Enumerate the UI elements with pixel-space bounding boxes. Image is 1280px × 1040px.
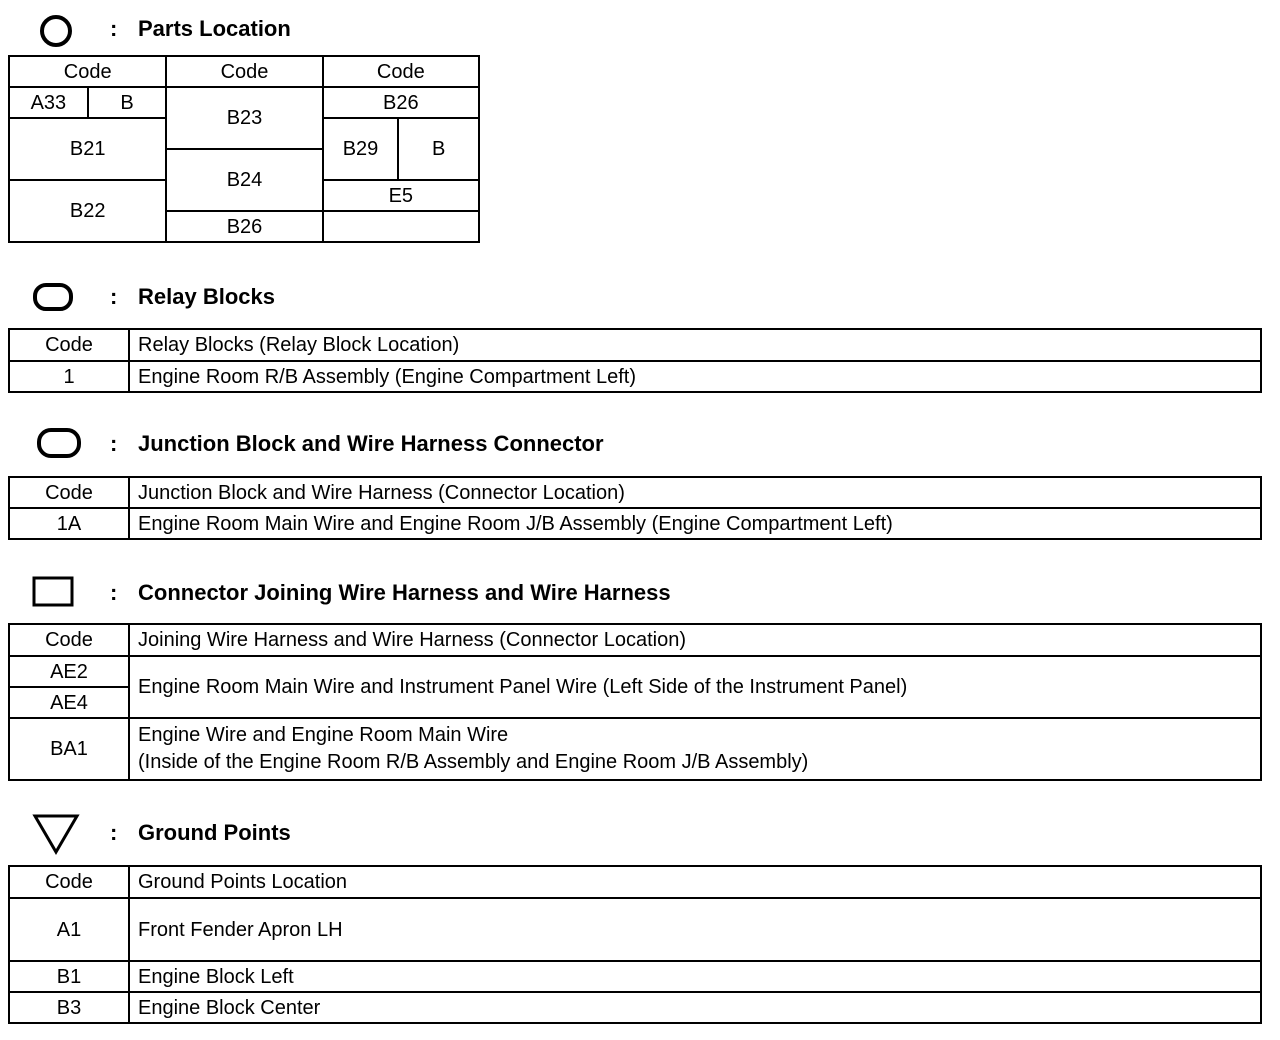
row-code: A1 xyxy=(9,898,129,961)
header-code: Code xyxy=(9,866,129,898)
header-code: Code xyxy=(9,477,129,508)
table-row xyxy=(9,361,1261,392)
description-line: (Inside of the Engine Room R/B Assembly and Engine Room J/B Assembly) xyxy=(138,751,809,773)
rounded-rect-icon xyxy=(32,282,74,312)
row-code: 1A xyxy=(9,508,129,539)
header-code: Code xyxy=(9,624,129,656)
rounded-rect-icon xyxy=(36,427,82,459)
table-row xyxy=(9,656,1261,687)
row-description xyxy=(129,718,1261,780)
connector-joining-header xyxy=(0,574,1000,614)
header-code: Code xyxy=(9,56,166,87)
row-code: 1 xyxy=(9,361,129,392)
circle-icon xyxy=(38,14,74,48)
square-icon xyxy=(32,576,74,608)
header-description: Junction Block and Wire Harness (Connector Location) xyxy=(129,477,1261,508)
header-code: Code xyxy=(323,56,479,87)
colon: : xyxy=(110,580,118,605)
header-description: Joining Wire Harness and Wire Harness (Connector Location) xyxy=(129,624,1261,656)
row-code: AE4 xyxy=(9,687,129,718)
cell-b: B xyxy=(88,87,167,118)
cell-a33: A33 xyxy=(9,87,88,118)
cell-b: B xyxy=(398,118,479,180)
row-code: B3 xyxy=(9,992,129,1023)
cell-e5: E5 xyxy=(323,180,479,211)
triangle-down-icon xyxy=(32,812,80,856)
section-title: Relay Blocks xyxy=(138,284,275,309)
relay-blocks-header xyxy=(0,280,1000,320)
row-description: Front Fender Apron LH xyxy=(129,898,1261,961)
table-row xyxy=(9,961,1261,992)
section-title: Junction Block and Wire Harness Connector xyxy=(138,431,604,456)
header-code: Code xyxy=(9,329,129,361)
row-description: Engine Block Left xyxy=(129,961,1261,992)
row-description: Engine Block Center xyxy=(129,992,1261,1023)
ground-points-header xyxy=(0,812,1000,852)
cell-b21: B21 xyxy=(9,118,166,180)
cell-b23: B23 xyxy=(166,87,322,149)
parts-location-table xyxy=(8,55,480,243)
colon: : xyxy=(110,16,118,41)
ground-points-table xyxy=(8,865,1262,1024)
table-row xyxy=(9,898,1261,961)
junction-block-table xyxy=(8,476,1262,540)
section-title: Connector Joining Wire Harness and Wire Harness xyxy=(138,580,671,605)
junction-block-header xyxy=(0,427,1000,467)
cell-b24: B24 xyxy=(166,149,322,211)
row-description: Engine Room Main Wire and Engine Room J/B Assembly (Engine Compartment Left) xyxy=(129,508,1261,539)
connector-joining-table xyxy=(8,623,1262,781)
row-code: BA1 xyxy=(9,718,129,780)
header-description: Relay Blocks (Relay Block Location) xyxy=(129,329,1261,361)
row-description: Engine Room Main Wire and Instrument Panel Wire (Left Side of the Instrument Panel) xyxy=(129,656,1261,718)
table-row xyxy=(9,992,1261,1023)
relay-blocks-table xyxy=(8,328,1262,393)
row-code: B1 xyxy=(9,961,129,992)
cell-b29: B29 xyxy=(323,118,399,180)
row-code: AE2 xyxy=(9,656,129,687)
section-title: Ground Points xyxy=(138,820,291,845)
section-title: Parts Location xyxy=(138,16,291,41)
cell-b22: B22 xyxy=(9,180,166,242)
colon: : xyxy=(110,431,118,456)
description-line: Engine Wire and Engine Room Main Wire xyxy=(138,724,509,746)
row-description: Engine Room R/B Assembly (Engine Compartment Left) xyxy=(129,361,1261,392)
table-row xyxy=(9,718,1261,780)
colon: : xyxy=(110,820,118,845)
cell-b26: B26 xyxy=(323,87,479,118)
header-description: Ground Points Location xyxy=(129,866,1261,898)
header-code: Code xyxy=(166,56,322,87)
cell-b26: B26 xyxy=(166,211,322,242)
cell-empty xyxy=(323,211,479,242)
parts-location-header xyxy=(0,12,1000,52)
colon: : xyxy=(110,284,118,309)
table-row xyxy=(9,508,1261,539)
